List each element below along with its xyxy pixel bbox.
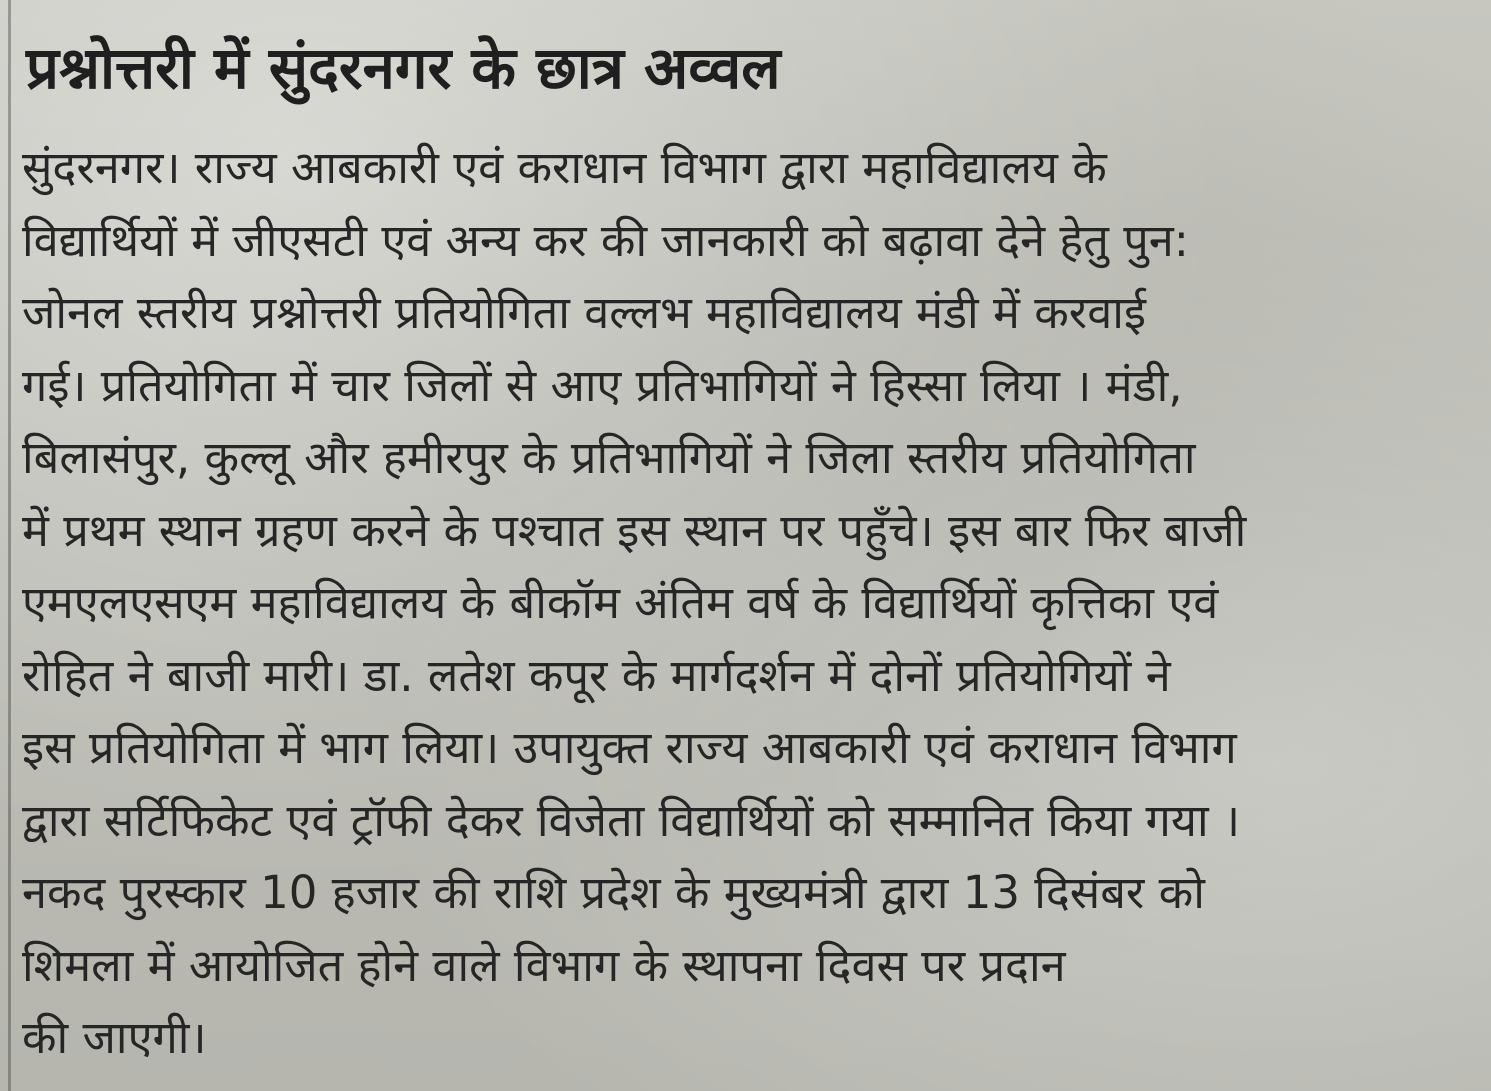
body-line: की जाएगी। bbox=[22, 1011, 207, 1064]
article-body bbox=[22, 132, 1472, 1075]
body-line: शिमला में आयोजित होने वाले विभाग के स्थापना दिवस पर प्रदान bbox=[22, 938, 1066, 992]
body-line: विद्यार्थियों में जीएसटी एवं अन्य कर की जानकारी को बढ़ावा देने हेतु पुन: bbox=[22, 213, 1189, 267]
body-line: सुंदरनगर। राज्य आबकारी एवं कराधान विभाग द्वारा महाविद्यालय के bbox=[22, 141, 1107, 194]
body-line: इस प्रतियोगिता में भाग लिया। उपायुक्त राज्य आबकारी एवं कराधान विभाग bbox=[22, 721, 1237, 774]
body-line: द्वारा सर्टिफिकेट एवं ट्रॉफी देकर विजेता विद्यार्थियों को सम्मानित किया गया । bbox=[22, 793, 1240, 847]
body-line: बिलासंपुर, कुल्लू और हमीरपुर के प्रतिभागियों ने जिला स्तरीय प्रतियोगिता bbox=[22, 431, 1196, 484]
column-rule bbox=[8, 0, 11, 1091]
body-line: नकद पुरस्कार 10 हजार की राशि प्रदेश के मुख्यमंत्री द्वारा 13 दिसंबर को bbox=[22, 866, 1205, 919]
body-line: एमएलएसएम महाविद्यालय के बीकॉम अंतिम वर्ष के विद्यार्थियों कृत्तिका एवं bbox=[22, 576, 1219, 629]
body-line: रोहित ने बाजी मारी। डा. लतेश कपूर के मार्गदर्शन में दोनों प्रतियोगियों ने bbox=[22, 648, 1171, 702]
body-line: में प्रथम स्थान ग्रहण करने के पश्चात इस स्थान पर पहुँचे। इस बार फिर बाजी bbox=[22, 503, 1247, 557]
article-headline: प्रश्नोत्तरी में सुंदरनगर के छात्र अव्वल bbox=[26, 34, 781, 102]
body-line: गई। प्रतियोगिता में चार जिलों से आए प्रतिभागियों ने हिस्सा लिया । मंडी, bbox=[22, 358, 1183, 412]
body-line: जोनल स्तरीय प्रश्नोत्तरी प्रतियोगिता वल्लभ महाविद्यालय मंडी में करवाई bbox=[22, 286, 1146, 339]
